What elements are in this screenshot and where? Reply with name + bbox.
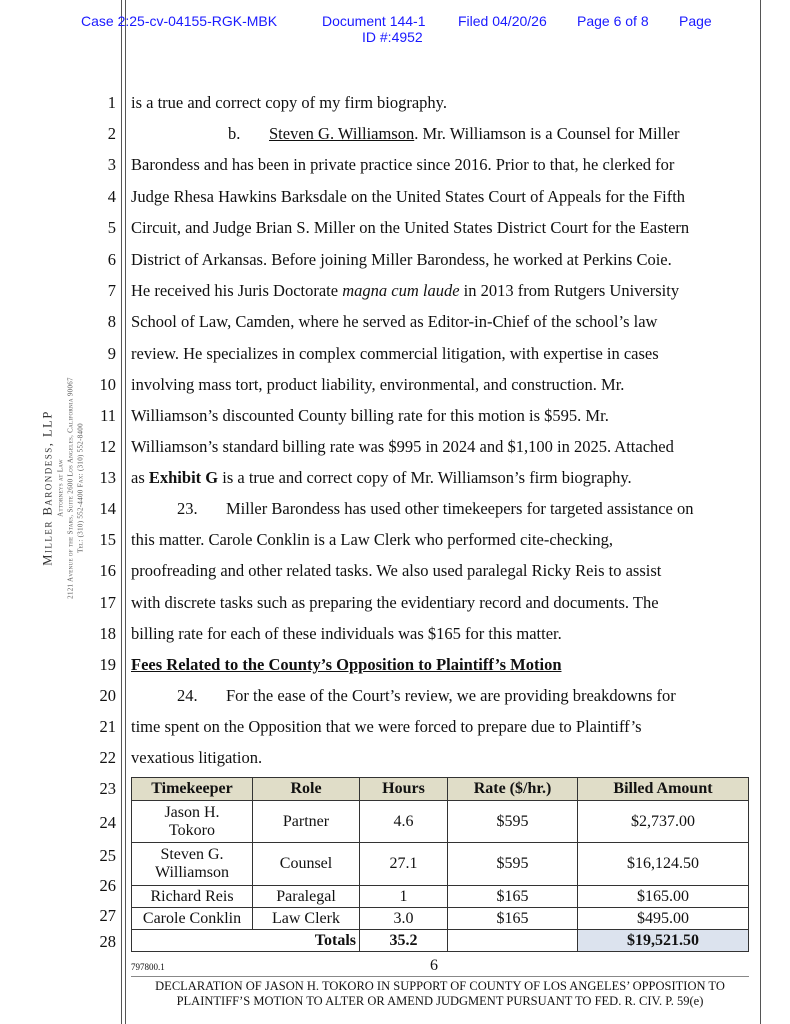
ecf-case-number: Case 2:25-cv-04155-RGK-MBK [81,13,278,29]
cell-hours: 4.6 [360,801,448,843]
paragraph-number-24: 24. [177,686,198,705]
line-number: 26 [99,876,116,895]
cell-timekeeper [132,801,253,843]
firm-subtitle: Attorneys at Law [56,459,65,517]
footer-title-line-1: DECLARATION OF JASON H. TOKORO IN SUPPORT OF COUNTY OF LOS ANGELES’ OPPOSITION TO [155,979,725,993]
text-line-14-body: Miller Barondess has used other timekeepers for targeted assistance on [226,499,694,518]
totals-rate-empty [448,930,578,952]
ecf-page-id-label: Page [679,13,712,29]
totals-amount: $19,521.50 [578,930,749,952]
line-number: 11 [100,406,116,425]
table-row [132,843,749,886]
line-number: 13 [99,468,116,487]
col-header-rate: Rate ($/hr.) [448,778,578,801]
text-line-20-body: For the ease of the Court’s review, we are providing breakdowns for [226,686,676,705]
cell-amount: $2,737.00 [578,801,749,843]
col-header-role: Role [253,778,360,801]
table-row [132,801,749,843]
item-label: b. [228,124,241,143]
document-id: 797800.1 [131,962,165,972]
text-line-7-a: He received his Juris Doctorate [131,281,343,300]
text-line-9: review. He specializes in complex commercial litigation, with expertise in cases [131,344,659,363]
text-line-1: is a true and correct copy of my firm biography. [131,93,447,112]
cell-rate: $165 [448,886,578,908]
paragraph-number-23: 23. [177,499,198,518]
table-row [132,886,749,908]
ecf-page-id: ID #:4952 [362,29,423,45]
cell-timekeeper [132,843,253,886]
right-margin-rule [760,0,761,1024]
line-number: 21 [99,717,116,736]
cell-rate: $595 [448,801,578,843]
cell-rate: $595 [448,843,578,886]
text-line-13 [131,468,632,488]
footer-title-line-2: PLAINTIFF’S MOTION TO ALTER OR AMEND JUDGMENT PURSUANT TO FED. R. CIV. P. 59(e) [176,994,704,1008]
firm-name: Miller Barondess, LLP [40,410,55,566]
text-line-11: Williamson’s discounted County billing rate for this motion is $595. Mr. [131,406,609,425]
cell-hours: 27.1 [360,843,448,886]
line-number: 7 [107,281,116,300]
firm-address: 2121 Avenue of the Stars, Suite 2600 Los Angeles, California 90067 [66,377,75,599]
line-number: 8 [107,312,116,331]
line-number: 16 [99,561,116,580]
cell-role: Counsel [253,843,360,886]
totals-row [132,930,749,952]
exhibit-reference: Exhibit G [148,468,219,487]
cell-timekeeper: Richard Reis [132,886,253,908]
cell-role: Law Clerk [253,908,360,930]
col-header-billed-amount: Billed Amount [578,778,749,801]
line-number: 9 [107,344,116,363]
table-row [132,908,749,930]
ecf-filed-date: Filed 04/20/26 [458,13,547,29]
line-number: 2 [107,124,116,143]
line-number: 6 [107,250,116,269]
col-header-hours: Hours [360,778,448,801]
cell-amount: $165.00 [578,886,749,908]
text-line-5: Circuit, and Judge Brian S. Miller on the United States District Court for the Eastern [131,218,690,237]
text-line-13-c: is a true and correct copy of Mr. Williamson’s firm biography. [218,468,632,487]
timekeeper-line-2: Williamson [154,864,229,881]
line-number: 10 [99,375,116,394]
text-line-16: proofreading and other related tasks. We also used paralegal Ricky Reis to assist [131,561,662,580]
line-number: 28 [99,932,116,951]
line-number: 18 [99,624,116,643]
footer-rule [131,976,749,977]
line-number: 12 [99,437,116,456]
totals-label: Totals [132,930,360,952]
text-line-4: Judge Rhesa Hawkins Barksdale on the United States Court of Appeals for the Fifth [131,187,686,206]
fee-table [131,777,749,952]
timekeeper-line-1: Jason H. [164,803,220,821]
text-line-15: this matter. Carole Conklin is a Law Clerk who performed cite-checking, [131,530,614,549]
cell-hours: 1 [360,886,448,908]
text-line-10: involving mass tort, product liability, environmental, and construction. Mr. [131,375,625,394]
page-number: 6 [430,957,438,974]
line-number: 14 [99,499,116,518]
attorney-name-heading: Steven G. Williamson [269,124,415,143]
cell-amount: $495.00 [578,908,749,930]
text-line-7-b: in 2013 from Rutgers University [459,281,680,300]
fee-table-header-row [132,778,749,801]
line-number: 22 [99,748,116,767]
text-line-17: with discrete tasks such as preparing the evidentiary record and documents. The [131,593,659,612]
line-number: 19 [99,655,116,674]
text-line-6: District of Arkansas. Before joining Miller Barondess, he worked at Perkins Coie. [131,250,672,269]
line-number: 20 [99,686,116,705]
left-margin-rule-inner [125,0,126,1024]
cell-rate: $165 [448,908,578,930]
text-line-7 [131,281,679,301]
line-number: 17 [99,593,116,612]
text-line-22: vexatious litigation. [131,748,263,767]
cell-timekeeper: Carole Conklin [132,908,253,930]
text-line-3: Barondess and has been in private practice since 2016. Prior to that, he clerked for [131,155,675,174]
line-number: 24 [99,813,116,832]
col-header-timekeeper: Timekeeper [132,778,253,801]
timekeeper-line-2: Tokoro [169,821,215,839]
firm-phone: Tel: (310) 552-4400 Fax: (310) 552-8400 [76,423,85,553]
ecf-page-count: Page 6 of 8 [577,13,649,29]
cell-amount: $16,124.50 [578,843,749,886]
text-line-21: time spent on the Opposition that we were forced to prepare due to Plaintiff’s [131,717,642,736]
cell-role: Partner [253,801,360,843]
text-line-12: Williamson’s standard billing rate was $995 in 2024 and $1,100 in 2025. Attached [131,437,674,456]
latin-honor: magna cum laude [342,281,460,300]
line-number: 23 [99,779,116,798]
text-line-18: billing rate for each of these individuals was $165 for this matter. [131,624,562,643]
section-heading: Fees Related to the County’s Opposition to Plaintiff’s Motion [131,655,562,674]
line-number: 4 [107,187,116,206]
line-number: 3 [107,155,116,174]
line-number: 15 [99,530,116,549]
text-line-13-a: as [131,468,149,487]
text-line-2-rest: . Mr. Williamson is a Counsel for Miller [414,124,680,143]
footer-document-title [131,979,749,1009]
cell-hours: 3.0 [360,908,448,930]
line-number: 5 [107,218,116,237]
ecf-document-number: Document 144-1 [322,13,426,29]
line-number: 1 [107,93,116,112]
timekeeper-line-1: Steven G. [160,846,224,863]
left-margin-rule [121,0,122,1024]
line-number: 25 [99,846,116,865]
line-number: 27 [99,906,116,925]
cell-role: Paralegal [253,886,360,908]
text-line-8: School of Law, Camden, where he served as Editor-in-Chief of the school’s law [131,312,658,331]
totals-hours: 35.2 [360,930,448,952]
